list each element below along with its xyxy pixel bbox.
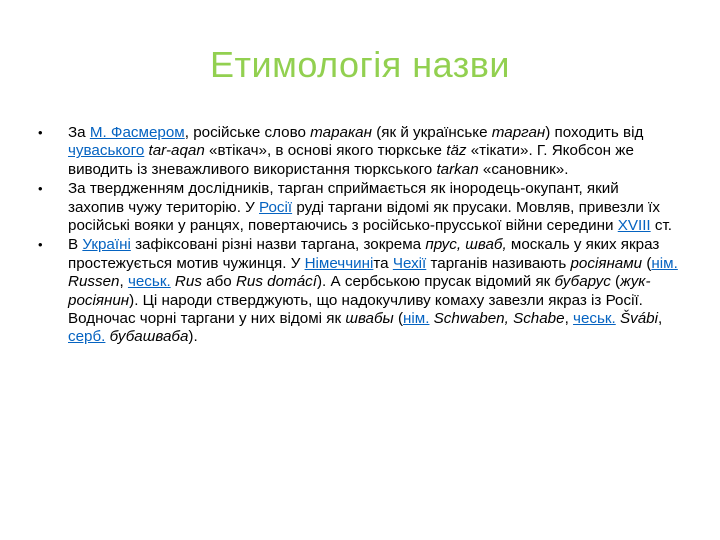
- text: руді таргани відомі як прусаки. Мовляв, привезли їх російські вояки у ранцях, повертаючись з російсько-прусської війни середини: [68, 198, 660, 235]
- text: «тікати». Г. Якобсон же виводить із зневажливого використання тюркського: [68, 142, 634, 178]
- term-shvaby: швабы: [345, 310, 394, 328]
- term-taz: täz: [446, 142, 467, 160]
- term-rosiyanamy: росіянами: [570, 254, 643, 272]
- slide-content: [38, 124, 678, 348]
- text: , російське слово: [184, 124, 311, 141]
- text: За твердженням дослідників, тарган сприймається як інородець-окупант, який захопив чужу територію. У: [68, 180, 619, 216]
- text: зафіксовані різні назви таргана, зокрема: [130, 236, 426, 254]
- list-item-etymology: [38, 124, 678, 179]
- text: та: [373, 254, 393, 272]
- text: В: [68, 236, 83, 254]
- text: або: [201, 273, 236, 291]
- link-russia[interactable]: Росії: [259, 198, 293, 216]
- link-germany[interactable]: Німеччині: [304, 254, 374, 272]
- link-czech[interactable]: Чехії: [392, 254, 427, 272]
- text: (: [610, 273, 621, 291]
- text: тарганів називають: [426, 254, 571, 272]
- term-targan: тарган: [491, 124, 546, 141]
- bullet-icon: •: [38, 181, 43, 197]
- link-chuvash[interactable]: чуваського: [68, 142, 145, 160]
- term-zhuk-rosiyanyn: жук-росіянин: [68, 273, 651, 309]
- text: ). А сербською прусак відомий як: [317, 273, 555, 291]
- text: ,: [657, 310, 663, 328]
- link-german-abbr-2[interactable]: нім.: [403, 310, 430, 328]
- link-czech-abbr-2[interactable]: чеськ.: [573, 310, 616, 328]
- text: ). Ці народи стверджують, що надокучливу комаху завезли якраз із Росії. Водночас чорні таргани у них відомі як: [68, 291, 643, 328]
- list-item-names: [38, 236, 678, 346]
- bullet-icon: •: [38, 237, 43, 253]
- term-schabe: Schabe: [513, 310, 565, 328]
- text: москаль у яких якраз простежується мотив чужинця. У: [68, 236, 660, 272]
- text: ).: [188, 328, 198, 346]
- link-czech-abbr[interactable]: чеськ.: [127, 273, 171, 291]
- bullet-icon: •: [38, 125, 43, 140]
- link-ukraine[interactable]: Україні: [82, 236, 131, 254]
- term-prus-shvab: прус, шваб,: [425, 236, 507, 254]
- link-xviii[interactable]: XVIII: [617, 217, 651, 235]
- text: (: [393, 310, 404, 328]
- list-item-prussak: [38, 180, 678, 235]
- text: ) походить від: [545, 124, 644, 141]
- text: ст.: [650, 217, 672, 235]
- term-svabi: Švábi: [615, 310, 658, 328]
- term-rus: Rus: [170, 273, 202, 291]
- term-russen: Russen: [68, 273, 120, 291]
- term-tarakan: таракан: [310, 124, 372, 141]
- text: За: [68, 124, 90, 141]
- link-vasmer[interactable]: М. Фасмером: [89, 124, 185, 141]
- term-tar-aqan: tar-aqan: [148, 142, 205, 160]
- link-german-abbr[interactable]: нім.: [651, 254, 678, 272]
- term-schwaben: Schwaben,: [429, 310, 509, 328]
- link-serbian-abbr[interactable]: серб.: [68, 328, 106, 346]
- slide-title: Етимологія назви: [210, 44, 510, 85]
- text: «втікач», в основі якого тюркське: [204, 142, 447, 160]
- bullet-list: [38, 124, 678, 347]
- text: (як й українське: [371, 124, 492, 141]
- text: «сановник».: [478, 160, 569, 178]
- term-bubarus: бубарус: [554, 273, 611, 291]
- term-tarkan: tarkan: [436, 160, 479, 178]
- text: ,: [119, 273, 128, 291]
- text: ,: [564, 310, 574, 328]
- term-rus-domaci: Rus domácí: [235, 273, 317, 291]
- text: (: [642, 254, 652, 272]
- term-bubashvaba: бубашваба: [105, 328, 189, 346]
